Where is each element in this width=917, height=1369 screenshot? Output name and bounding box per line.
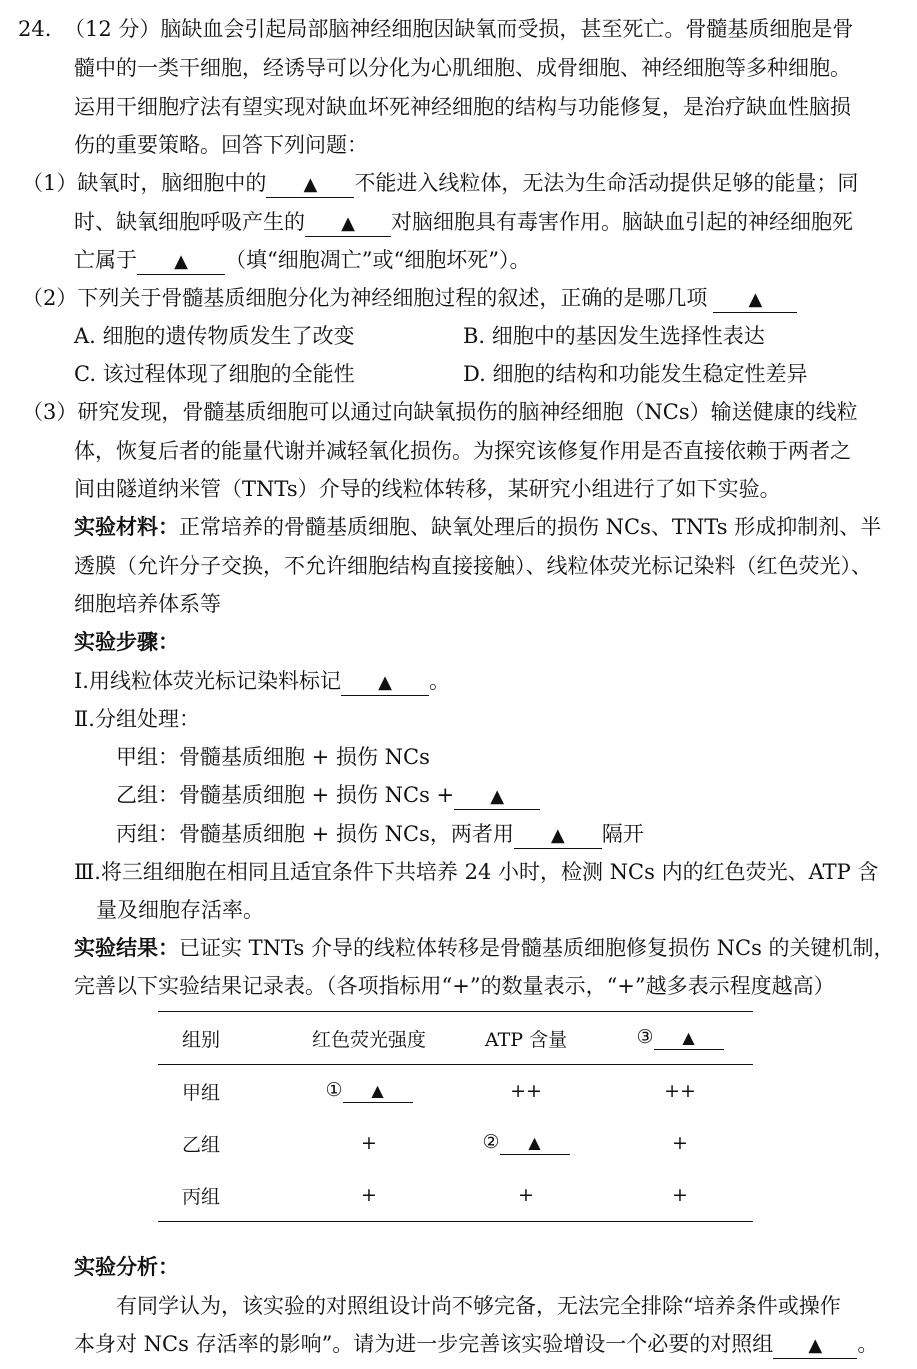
- cell-red-fluorescence: +: [361, 1132, 377, 1154]
- cell-group: 甲组: [182, 1081, 221, 1104]
- cell-atp: [445, 1117, 607, 1169]
- triangle-icon: ▲: [378, 672, 392, 693]
- results-label: 实验结果：: [74, 935, 179, 960]
- part1-text-b: 不能进入线粒体，无法为生命活动提供足够的能量；同: [354, 171, 859, 195]
- cell-col3: +: [672, 1132, 688, 1154]
- cell-red-fluorescence: +: [293, 1169, 445, 1222]
- answer-blank-table-2[interactable]: [500, 1132, 570, 1155]
- materials-line-3: 细胞培养体系等: [74, 592, 221, 616]
- option-d[interactable]: D. 细胞的结构和功能发生稳定性差异: [463, 362, 808, 386]
- group-bing-end: 隔开: [601, 822, 644, 846]
- part2-stem: [22, 283, 797, 313]
- header-group: 组别: [158, 1012, 293, 1065]
- step-1-text: Ⅰ.用线粒体荧光标记染料标记: [74, 669, 341, 693]
- circle-3-label: ③: [636, 1026, 654, 1048]
- part3-number: （3）: [22, 400, 78, 424]
- results-line-2: 完善以下实验结果记录表。（各项指标用“+”的数量表示，“+”越多表示程度越高）: [74, 974, 835, 998]
- part1-number: （1）: [22, 171, 78, 195]
- analysis-text-2: 本身对 NCs 存活率的影响”。请为进一步完善该实验增设一个必要的对照组: [74, 1332, 774, 1356]
- cell-red-fluorescence: [293, 1065, 445, 1118]
- group-yi-text: 乙组：骨髓基质细胞 + 损伤 NCs +: [116, 783, 455, 807]
- part1-text-c: 时、缺氧细胞呼吸产生的: [74, 210, 305, 234]
- answer-blank-table-3[interactable]: [654, 1027, 724, 1050]
- circle-1-label: ①: [325, 1079, 343, 1101]
- part1-line-3: [74, 245, 530, 275]
- intro-line-3: 运用干细胞疗法有望实现对缺血坏死神经细胞的结构与功能修复，是治疗缺血性脑损: [74, 95, 851, 119]
- step-2: Ⅱ.分组处理：: [74, 707, 200, 731]
- answer-blank-7[interactable]: [514, 824, 602, 849]
- step-3-line-1: Ⅲ.将三组细胞在相同且适宜条件下共培养 24 小时，检测 NCs 内的红色荧光、ATP 含: [74, 860, 879, 884]
- part1-text-a: 缺氧时，脑细胞中的: [77, 171, 267, 195]
- triangle-icon: ▲: [341, 213, 355, 234]
- cell-atp: +: [445, 1169, 607, 1222]
- header-red-fluorescence: 红色荧光强度: [293, 1012, 445, 1065]
- materials-label: 实验材料：: [74, 514, 179, 539]
- results-line-1: [74, 933, 895, 963]
- cell-col3: +: [607, 1169, 753, 1222]
- answer-blank-1[interactable]: [266, 173, 354, 198]
- group-bing-text: 丙组：骨髓基质细胞 + 损伤 NCs，两者用: [116, 822, 514, 846]
- part3-line-1: [22, 397, 858, 427]
- analysis-label: 实验分析：: [74, 1254, 179, 1279]
- answer-blank-3[interactable]: [137, 250, 225, 275]
- triangle-icon: ▲: [528, 1133, 541, 1152]
- answer-blank-table-1[interactable]: [343, 1080, 413, 1103]
- materials-line-1: [74, 512, 881, 542]
- circle-2-label: ②: [482, 1131, 500, 1153]
- part3-text-1: 研究发现，骨髓基质细胞可以通过向缺氧损伤的脑神经细胞（NCs）输送健康的线粒: [77, 400, 858, 424]
- triangle-icon: ▲: [303, 174, 318, 195]
- steps-label: 实验步骤：: [74, 629, 179, 654]
- intro-line-4: 伤的重要策略。回答下列问题：: [74, 133, 368, 157]
- part1-text-d: 对脑细胞具有毒害作用。脑缺血引起的神经细胞死: [391, 210, 853, 234]
- intro-line-1: （12 分）脑缺血会引起局部脑神经细胞因缺氧而受损，甚至死亡。骨髓基质细胞是骨: [64, 17, 854, 41]
- triangle-icon: ▲: [490, 786, 505, 807]
- step-1-end: 。: [428, 669, 450, 693]
- cell-col3: ++: [664, 1080, 696, 1102]
- part1-text-f: （填“细胞凋亡”或“细胞坏死”）。: [225, 248, 531, 272]
- group-jia: 甲组：骨髓基质细胞 + 损伤 NCs: [116, 745, 430, 769]
- table-row: [158, 1169, 753, 1222]
- table-row: [158, 1117, 753, 1169]
- answer-blank-8[interactable]: [773, 1334, 857, 1359]
- group-bing: [116, 819, 644, 849]
- materials-line-2: 透膜（允许分子交换，不允许细胞结构直接接触）、线粒体荧光标记染料（红色荧光）、: [74, 554, 872, 578]
- part3-line-2: 体，恢复后者的能量代谢并减轻氧化损伤。为探究该修复作用是否直接依赖于两者之: [74, 439, 851, 463]
- header-blank-3: [607, 1012, 753, 1065]
- analysis-line-1: 有同学认为，该实验的对照组设计尚不够完备，无法完全排除“培养条件或操作: [116, 1294, 841, 1318]
- part1-line-2: [74, 207, 853, 237]
- option-a[interactable]: A. 细胞的遗传物质发生了改变: [74, 324, 355, 348]
- part2-stem-text: 下列关于骨髓基质细胞分化为神经细胞过程的叙述，正确的是哪几项: [77, 286, 708, 310]
- materials-text-1: 正常培养的骨髓基质细胞、缺氧处理后的损伤 NCs、TNTs 形成抑制剂、半: [179, 515, 882, 539]
- step-3-line-2: 量及细胞存活率。: [96, 898, 264, 922]
- answer-blank-5[interactable]: [341, 671, 429, 696]
- part3-line-3: 间由隧道纳米管（TNTs）介导的线粒体转移，某研究小组进行了如下实验。: [74, 477, 781, 501]
- table-row: [158, 1065, 753, 1118]
- triangle-icon: ▲: [550, 825, 565, 846]
- option-b[interactable]: B. 细胞中的基因发生选择性表达: [463, 324, 765, 348]
- header-atp: ATP 含量: [445, 1012, 607, 1065]
- triangle-icon: ▲: [371, 1081, 384, 1100]
- intro-line-2: 髓中的一类干细胞，经诱导可以分化为心肌细胞、成骨细胞、神经细胞等多种细胞。: [74, 56, 851, 80]
- triangle-icon: ▲: [748, 289, 763, 310]
- analysis-line-2: [74, 1329, 878, 1359]
- answer-blank-6[interactable]: [454, 785, 540, 810]
- group-yi: [116, 780, 540, 810]
- results-table: [158, 1011, 753, 1222]
- part2-number: （2）: [22, 286, 78, 310]
- part1-text-e: 亡属于: [74, 248, 137, 272]
- question-number: 24.: [18, 17, 52, 41]
- results-text-1: 已证实 TNTs 介导的线粒体转移是骨髓基质细胞修复损伤 NCs 的关键机制，: [179, 936, 895, 960]
- analysis-end: 。: [857, 1332, 879, 1356]
- triangle-icon: ▲: [174, 251, 188, 272]
- cell-group: 丙组: [158, 1169, 293, 1222]
- cell-atp: ++: [510, 1080, 542, 1102]
- triangle-icon: ▲: [808, 1335, 823, 1356]
- answer-blank-2[interactable]: [305, 212, 391, 237]
- part1-line-1: [22, 168, 858, 198]
- triangle-icon: ▲: [682, 1028, 695, 1047]
- table-header-row: [158, 1012, 753, 1065]
- step-1: [74, 666, 450, 696]
- answer-blank-4[interactable]: [713, 288, 797, 313]
- option-c[interactable]: C. 该过程体现了细胞的全能性: [74, 362, 355, 386]
- cell-group: 乙组: [182, 1133, 221, 1156]
